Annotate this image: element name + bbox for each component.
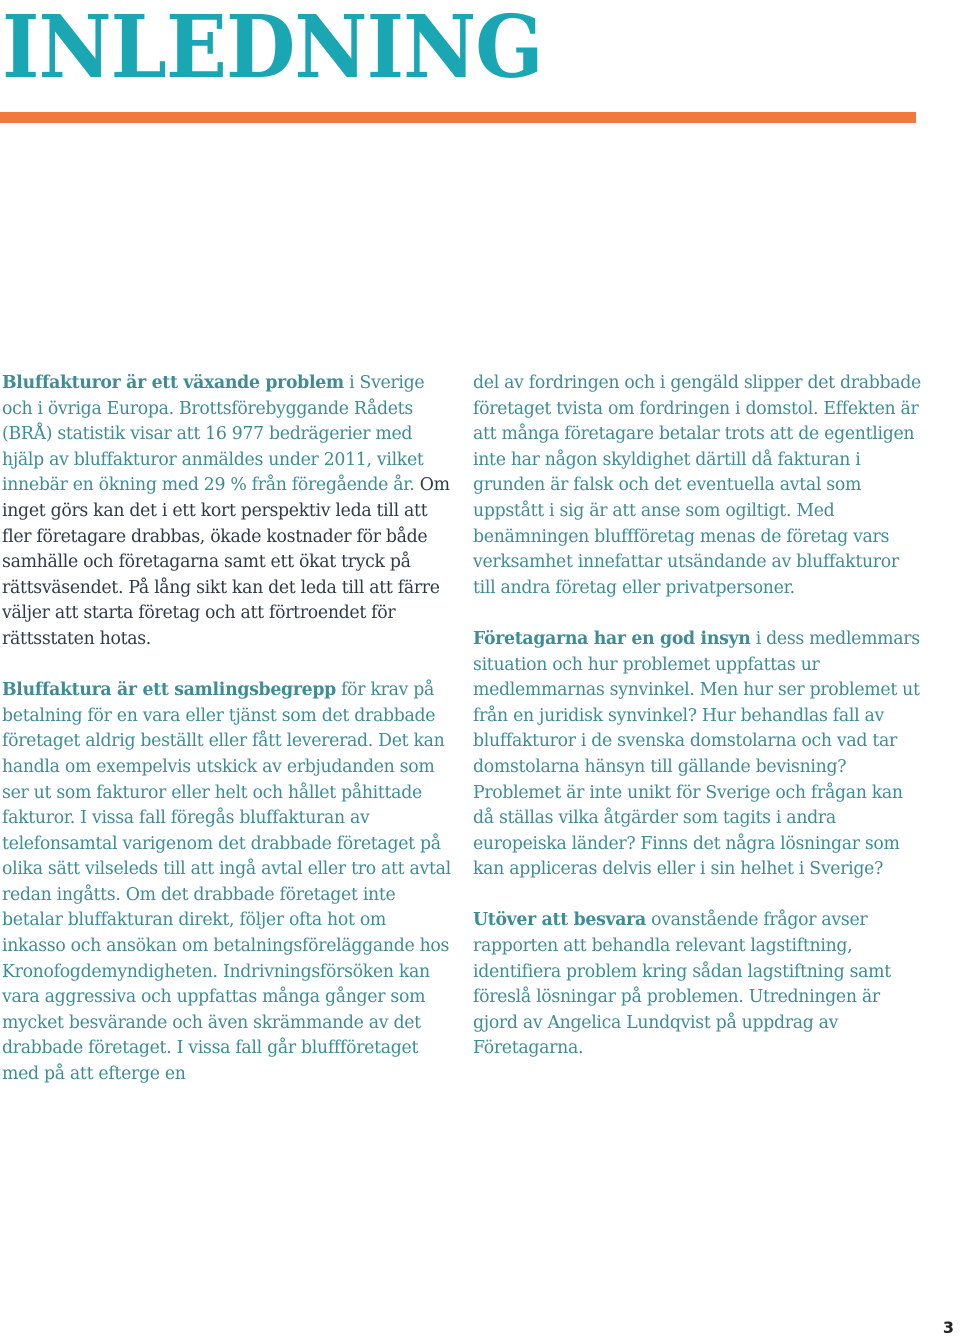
purpose-paragraph	[473, 908, 923, 1062]
purpose-lead: Utöver att besvara	[473, 910, 646, 931]
intro-lead: Bluffakturor är ett växande problem	[2, 373, 344, 393]
definition-paragraph	[2, 678, 452, 1088]
intro-text: i Sverige och i övriga Europa. Brottsförebyggande Rådets (BRÅ) statistik visar att 16 977 bedrägerier med hjälp av bluffakturor anmäldes under 2011, vilket innebär en ökning med 29 % från föregående år.	[2, 373, 425, 496]
continuation-text: del av fordringen och i gengäld slipper det drabbade företaget tvista om fordringen i domstol. Effekten är att många företagare betalar trots att de egentligen inte har någon skyldighet därtill då fakturan i grunden är falsk och det eventuella avtal som uppstått i sig är att anse som ogiltigt. Med benämningen bluffföretag menas de företag vars verksamhet innefattar utsändande av bluffakturor till andra företag eller privatpersoner.	[473, 373, 921, 598]
insight-text: i dess medlemmars situation och hur problemet uppfattas ur medlemmarnas synvinkel. Men hur ser problemet ut från en juridisk synvinkel? Hur behandlas fall av bluffakturor i de svenska domstolarna och vad tar domstolarna hänsyn till gällande bevisning? Problemet är inte unikt för Sverige och frågan kan då ställas vilka åtgärder som tagits i andra europeiska länder? Finns det några lösningar som kan appliceras delvis eller i sin helhet i Sverige?	[473, 628, 920, 880]
purpose-text: ovanstående frågor avser rapporten att behandla relevant lagstiftning, identifiera problem kring sådan lagstiftning samt föreslå lösningar på problemen. Utredningen är gjord av Angelica Lundqvist på uppdrag av Företagarna.	[473, 910, 891, 1059]
definition-text: för krav på betalning för en vara eller tjänst som det drabbade företaget aldrig beställt eller fått levererad. Det kan handla om exempelvis utskick av erbjudanden som ser ut som fakturor eller helt och hållet påhittade fakturor. I vissa fall föregås bluffakturan av telefonsamtal varigenom det drabbade företaget på olika sätt vilseleds till att ingå avtal eller tro att avtal redan ingåtts. Om det drabbade företaget inte betalar bluffakturan direkt, följer ofta hot om inkasso och ansökan om betalningsföreläggande hos Kronofogdemyndigheten. Indrivningsförsöken kan vara aggressiva och uppfattas många gånger som mycket besvärande och även skrämmande av det drabbade företaget. I vissa fall går bluffföretaget med på att efterge en	[2, 680, 451, 1085]
page-number: 3	[942, 1318, 954, 1337]
right-column	[473, 371, 923, 1088]
orange-divider	[0, 112, 916, 123]
left-column	[2, 371, 452, 1113]
page-title: INLEDNING	[2, 0, 543, 98]
insight-lead: Företagarna har en god insyn	[473, 628, 751, 649]
definition-lead: Bluffaktura är ett samlingsbegrepp	[2, 680, 336, 701]
intro-text-consequences: Om inget görs kan det i ett kort perspektiv leda till att fler företagare drabbas, ökade kostnader för både samhälle och företagarna samt ett ökat tryck på rättsväsendet. På lång sikt kan det leda till att färre väljer att starta företag och att förtroendet för rättsstaten hotas.	[2, 475, 450, 649]
continuation-paragraph	[473, 371, 923, 601]
insight-paragraph	[473, 627, 923, 883]
intro-paragraph	[2, 371, 452, 653]
